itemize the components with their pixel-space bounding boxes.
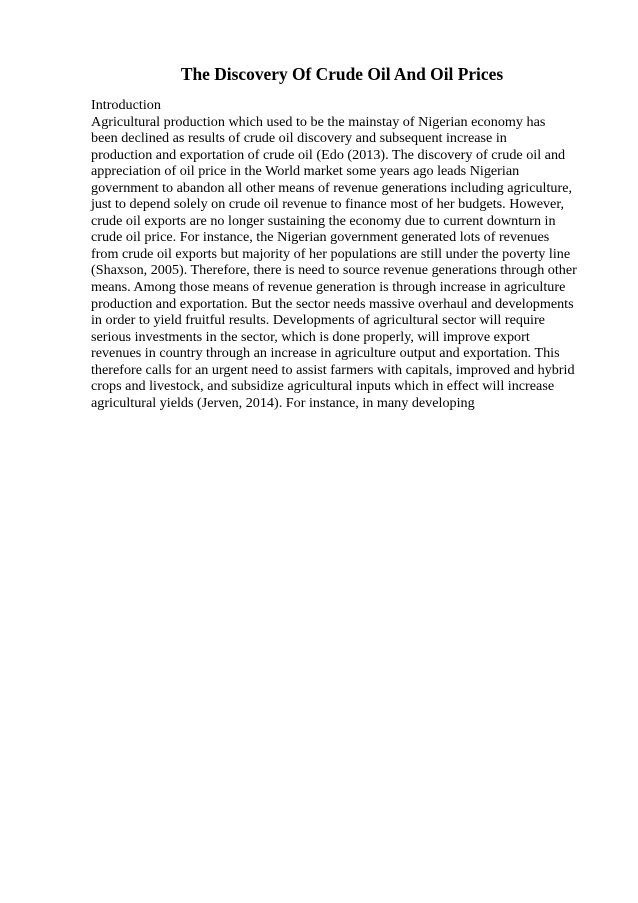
body-line: from crude oil exports but majority of her populations are still under the poverty line [91,245,571,262]
body-line: (Shaxson, 2005). Therefore, there is need to source revenue generations through other [91,262,577,279]
document-title: The Discovery Of Crude Oil And Oil Prices [180,64,504,84]
section-heading-introduction: Introduction [91,97,161,113]
body-line: government to abandon all other means of revenue generations including agriculture, [91,179,573,196]
body-line: in order to yield fruitful results. Developments of agricultural sector will require [91,312,545,329]
body-line: just to depend solely on crude oil revenue to finance most of her budgets. However, [91,196,565,213]
body-line: appreciation of oil price in the World market some years ago leads Nigerian [91,163,520,180]
body-line: Agricultural production which used to be the mainstay of Nigerian economy has [91,113,546,130]
body-line: production and exportation of crude oil (Edo (2013). The discovery of crude oil and [91,146,566,163]
body-line: crops and livestock, and subsidize agricultural inputs which in effect will increase [91,378,555,395]
document-body [91,97,611,411]
body-line: crude oil price. For instance, the Nigerian government generated lots of revenues [91,229,550,246]
body-line: therefore calls for an urgent need to assist farmers with capitals, improved and hybrid [91,361,575,378]
body-line: means. Among those means of revenue generation is through increase in agriculture [91,279,566,296]
body-line: been declined as results of crude oil discovery and subsequent increase in [91,130,507,147]
body-line: revenues in country through an increase in agriculture output and exportation. This [91,345,560,362]
body-line: production and exportation. But the sector needs massive overhaul and developments [91,295,574,312]
body-line: serious investments in the sector, which is done properly, will improve export [91,328,530,345]
body-line: crude oil exports are no longer sustaining the economy due to current downturn in [91,212,556,229]
body-line: agricultural yields (Jerven, 2014). For instance, in many developing [91,394,475,411]
